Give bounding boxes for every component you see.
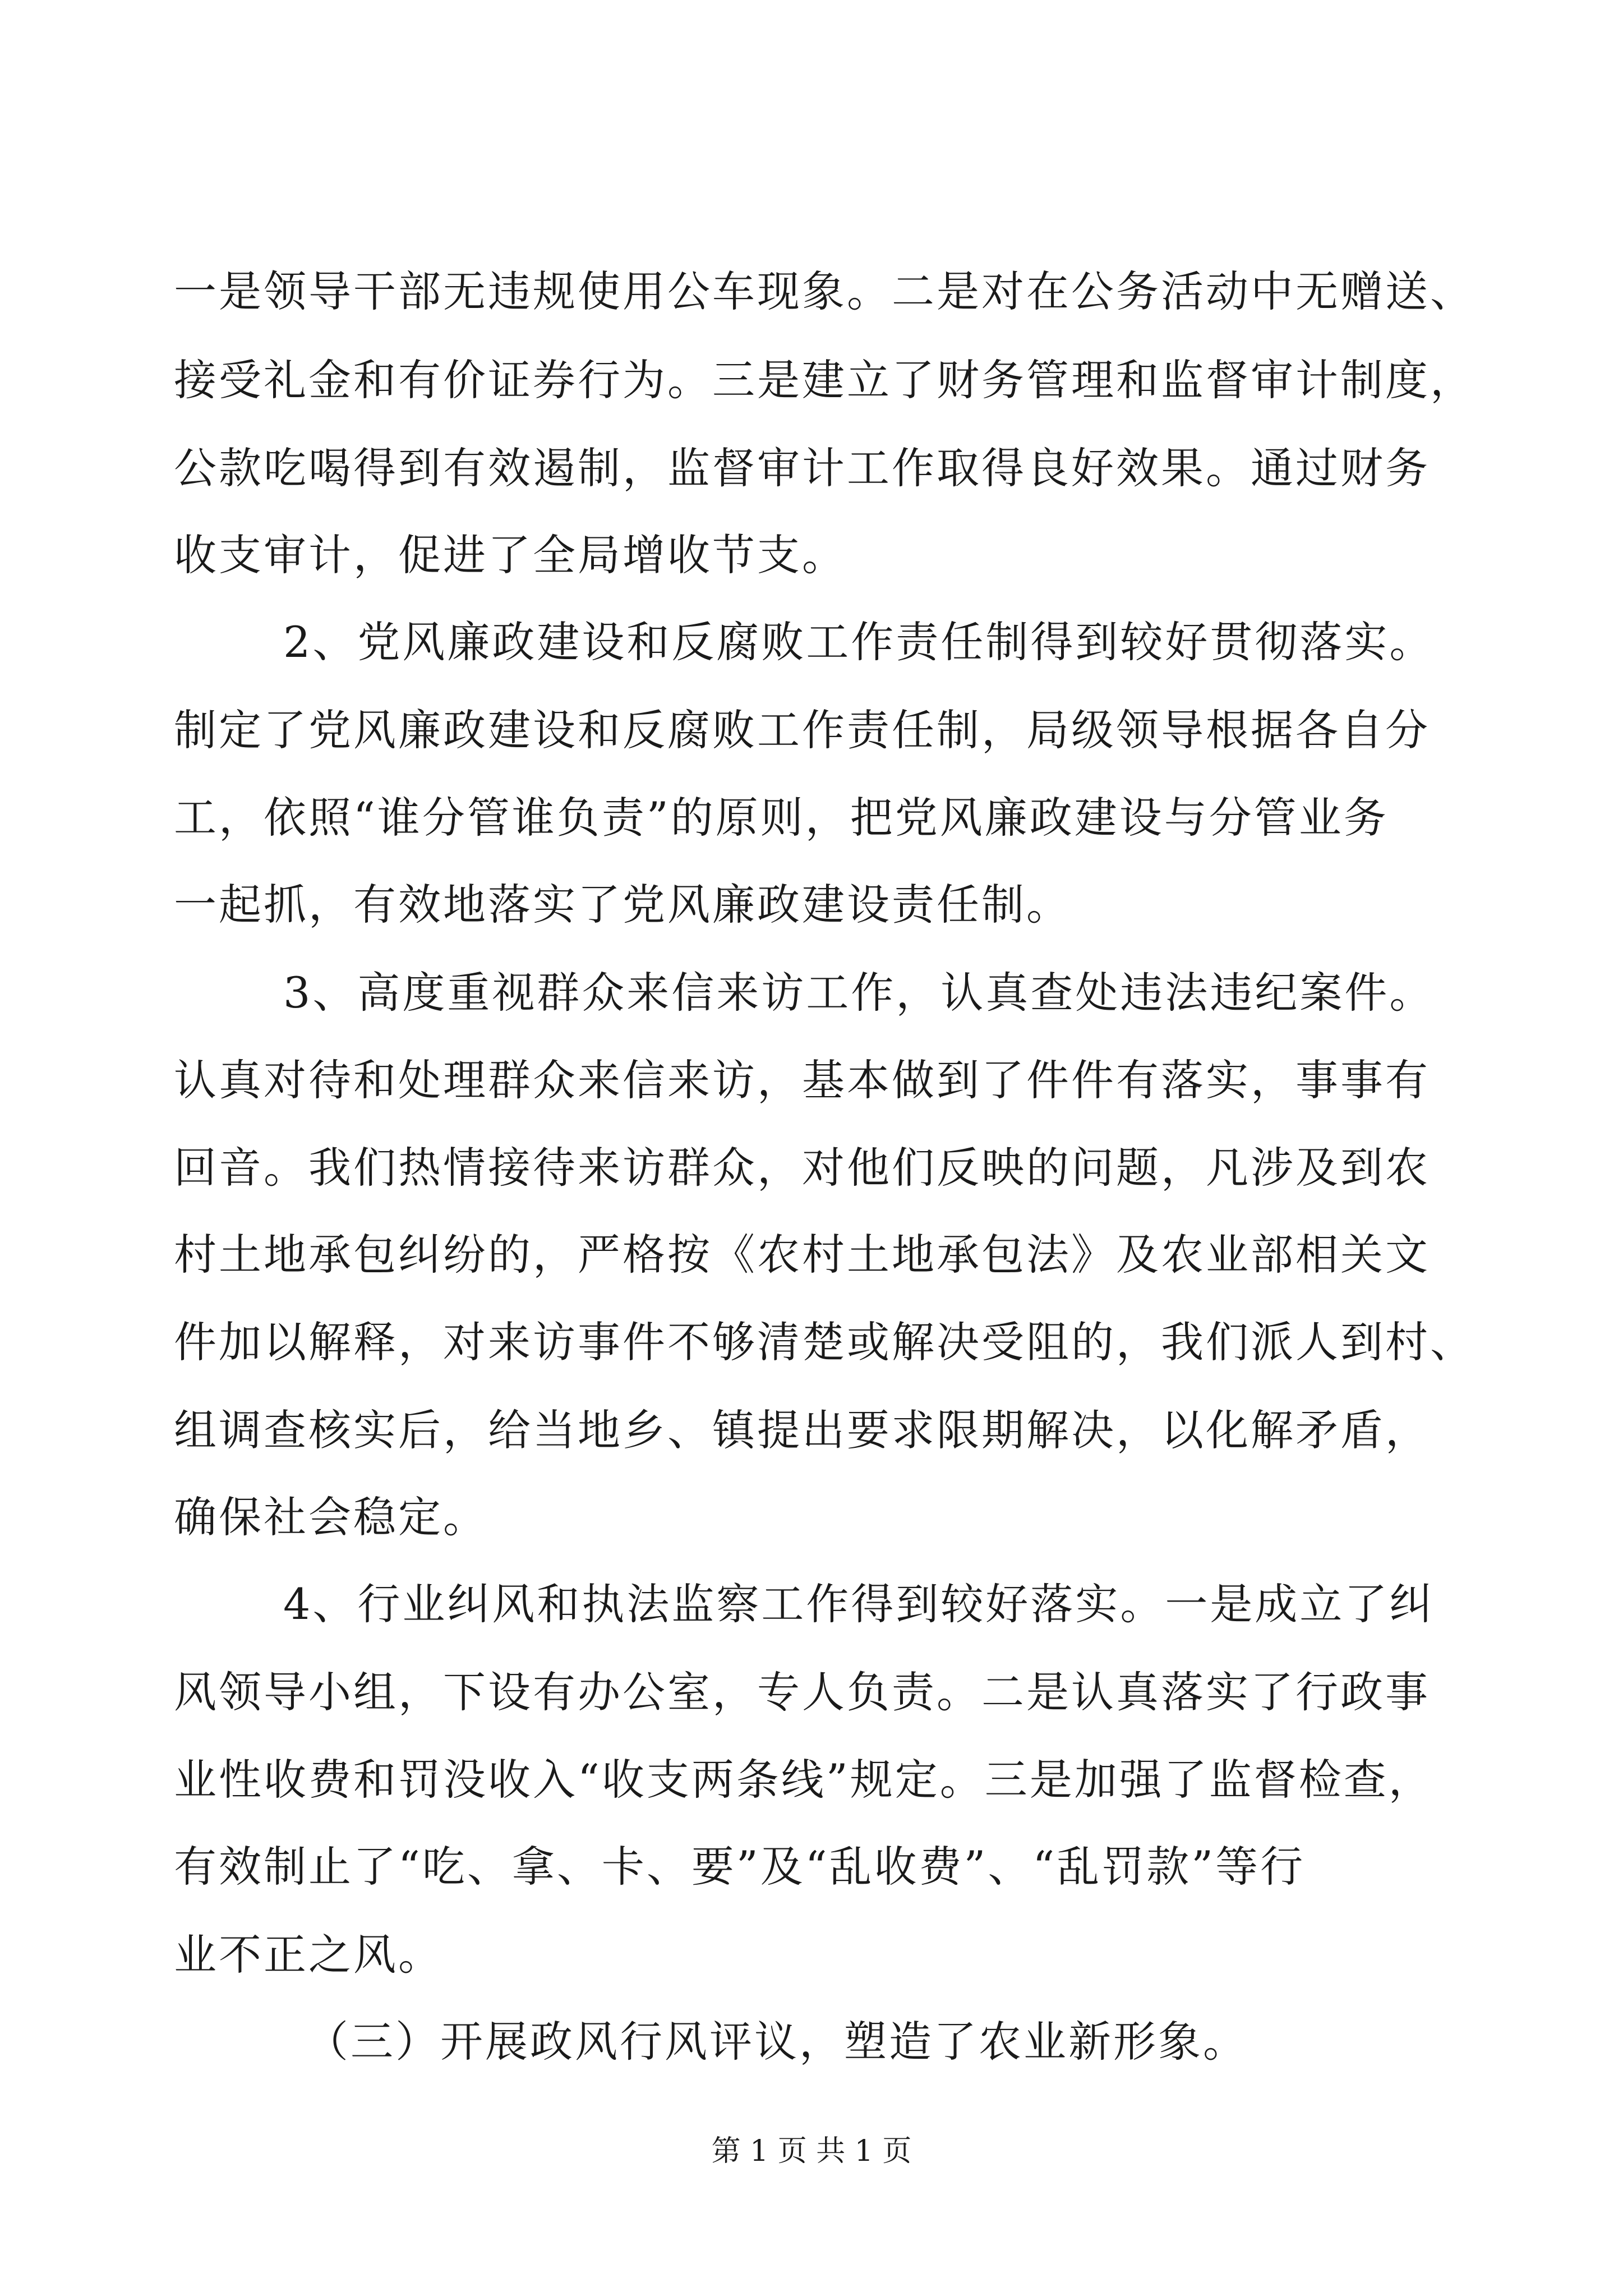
paragraph-line: 接受礼金和有价证券行为。三是建立了财务管理和监督审计制度， xyxy=(174,355,1475,405)
paragraph-line: 工，依照“谁分管谁负责”的原则，把党风廉政建设与分管业务 xyxy=(174,793,1389,843)
section-heading: （三）开展政风行风评议，塑造了农业新形象。 xyxy=(306,2017,1248,2067)
paragraph-line: 一是领导干部无违规使用公车现象。二是对在公务活动中无赠送、 xyxy=(174,266,1475,316)
paragraph-line: 一起抓，有效地落实了党风廉政建设责任制。 xyxy=(174,880,1071,930)
page-number-label: 第 1 页 共 1 页 xyxy=(711,2134,912,2168)
paragraph-line: 业性收费和罚没收入“收支两条线”规定。三是加强了监督检查， xyxy=(174,1755,1433,1805)
paragraph-line: 件加以解释，对来访事件不够清楚或解决受阻的，我们派人到村、 xyxy=(174,1317,1475,1367)
paragraph-line: 业不正之风。 xyxy=(174,1930,443,1980)
paragraph-line: 风领导小组，下设有办公室，专人负责。二是认真落实了行政事 xyxy=(174,1667,1430,1717)
paragraph-line: 村土地承包纠纷的，严格按《农村土地承包法》及农业部相关文 xyxy=(174,1230,1430,1280)
paragraph-line: 认真对待和处理群众来信来访，基本做到了件件有落实，事事有 xyxy=(174,1055,1430,1105)
paragraph-line: 回音。我们热情接待来访群众，对他们反映的问题，凡涉及到农 xyxy=(174,1143,1430,1193)
paragraph-line: 制定了党风廉政建设和反腐败工作责任制，局级领导根据各自分 xyxy=(174,705,1430,755)
paragraph-line: 公款吃喝得到有效遏制，监督审计工作取得良好效果。通过财务 xyxy=(174,443,1430,493)
paragraph-heading-line: 4、行业纠风和执法监察工作得到较好落实。一是成立了纠 xyxy=(283,1579,1435,1629)
paragraph-line: 确保社会稳定。 xyxy=(174,1492,488,1542)
paragraph-heading-line: 3、高度重视群众来信来访工作，认真查处违法违纪案件。 xyxy=(283,968,1435,1018)
paragraph-heading-line: 2、党风廉政建设和反腐败工作责任制得到较好贯彻落实。 xyxy=(283,617,1435,667)
paragraph-line: 有效制止了“吃、拿、卡、要”及“乱收费”、“乱罚款”等行 xyxy=(174,1842,1306,1892)
paragraph-line: 收支审计，促进了全局增收节支。 xyxy=(174,530,847,580)
paragraph-line: 组调查核实后，给当地乡、镇提出要求限期解决，以化解矛盾， xyxy=(174,1405,1430,1455)
page-footer xyxy=(0,2132,1623,2171)
